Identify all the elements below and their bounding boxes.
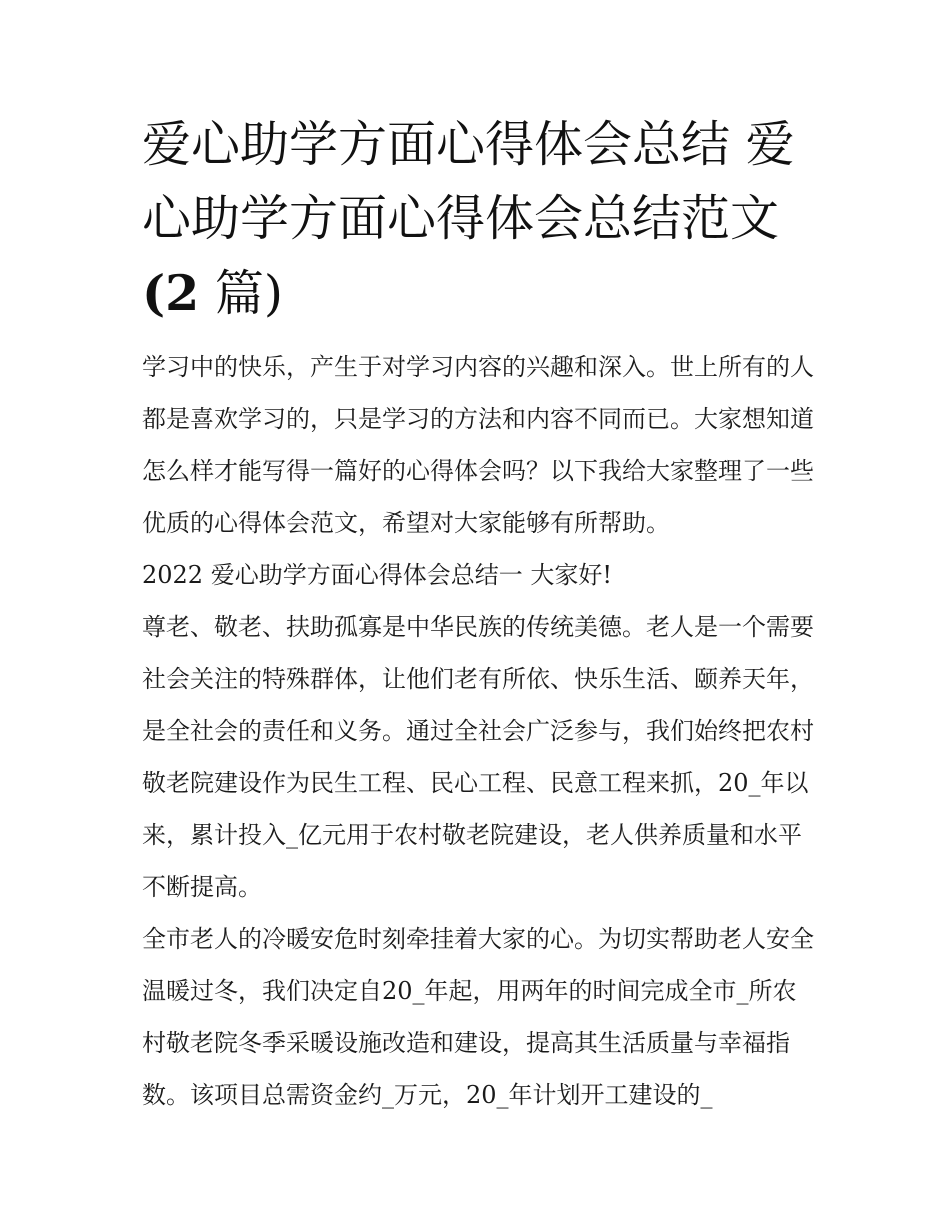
section-heading: 2022 爱心助学方面心得体会总结一 大家好! (142, 561, 612, 589)
intro-paragraph: 学习中的快乐，产生于对学习内容的兴趣和深入。世上所有的人都是喜欢学习的，只是学习的方法和内容不同而已。大家想知道怎么样才能写得一篇好的心得体会吗？以下我给大家整理了一些优质的心得体会范文，希望对大家能够有所帮助。 (142, 353, 814, 537)
title-text: 爱心助学方面心得体会总结 爱心助学方面心得体会总结范文 (142, 116, 795, 247)
document-page (142, 108, 814, 1121)
body-paragraph-1: 尊老、敬老、扶助孤寡是中华民族的传统美德。老人是一个需要社会关注的特殊群体，让他们老有所依、快乐生活、颐养天年，是全社会的责任和义务。通过全社会广泛参与，我们始终把农村敬老院建设作为民生工程、民心工程、民意工程来抓，20_年以来，累计投入_亿元用于农村敬老院建设，老人供养质量和水平不断提高。 (142, 613, 814, 901)
title-suffix: 篇) (214, 265, 283, 322)
title-number: (2 (142, 264, 200, 322)
document-title (142, 108, 814, 331)
body-paragraph-2: 全市老人的冷暖安危时刻牵挂着大家的心。为切实帮助老人安全温暖过冬，我们决定自20_年起，用两年的时间完成全市_所农村敬老院冬季采暖设施改造和建设，提高其生活质量与幸福指数。该项目总需资金约_万元，20_年计划开工建设的_ (142, 925, 814, 1109)
document-body (142, 341, 814, 1121)
